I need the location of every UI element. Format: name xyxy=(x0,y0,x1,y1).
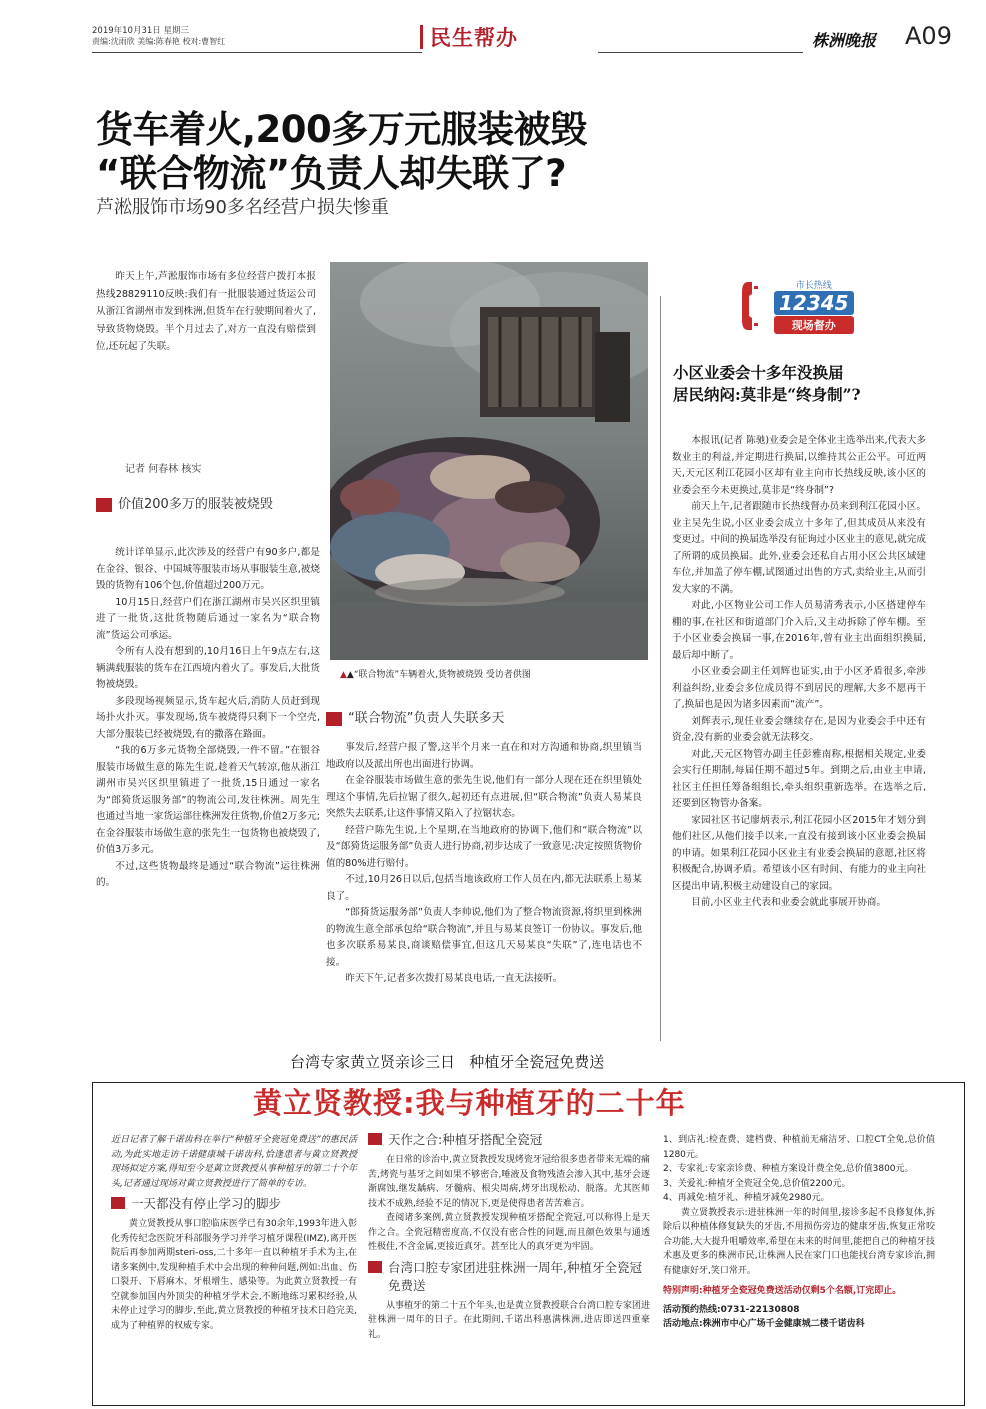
paragraph: 令所有人没有想到的,10月16日上午9点左右,这辆满载服装的货车在江西境内着火了。事发后,大批货物被烧毁。 xyxy=(96,646,320,690)
paragraph: 目前,小区业主代表和业委会就此事展开协商。 xyxy=(691,897,887,908)
ad-sec1-text: 黄立贤教授从事口腔临床医学已有30余年,1993年进入彰化秀传纪念医院牙科部服务学习并学习植牙课程(IMZ),离开医院后再参加两期steri-oss,二十多年一直以种植牙手术为主,在诸多案例中,发现种植手术中会出现的种种问题,例如:出血、伤口裂开、下唇麻木、牙根增生、感染等。为此黄立贤教授一有空就参加国内外顶尖的种植牙学术会,不断地练习累积经验,从未停止过学习的脚步,至此,黄立贤教授的种植牙技术日趋完美,成为了种植界的权威专家。 xyxy=(111,1219,357,1331)
paragraph: 不过,这些货物最终是通过“联合物流”运往株洲的。 xyxy=(96,860,320,888)
ad-intro: 近日记者了解千诺齿科在举行“种植牙全瓷冠免费送”的惠民活动,为此实地走访千诺健康城千诺齿科,恰逢患者与黄立贤教授现场拟定方案,得知至今是黄立贤教授从事种植牙的第二十个年头,记者通过现场对黄立贤教授进行了简单的专访。 xyxy=(111,1135,357,1189)
page-number: A09 xyxy=(905,22,952,50)
paragraph: 家园社区书记廖炳表示,利江花园小区2015年才划分到他们社区,从他们接手以来,一直没有接到该小区业委会换届的申请。如果利江花园小区业主有业委会换届的意愿,社区将积极配合,协调矛盾。希望该小区有时间、有能力的业主向社区提出申请,积极主动建设自己的家园。 xyxy=(672,814,926,892)
ad-sec1-heading: 一天都没有停止学习的脚步 xyxy=(111,1195,357,1213)
ad-sec3-text: 从事植牙的第二十五个年头,也是黄立贤教授联合台湾口腔专家团进驻株洲一周年的日子。在此期间,千诺出科惠满株洲,进店即送四重豪礼。 xyxy=(368,1300,650,1340)
hotline-number: 12345 xyxy=(774,291,854,315)
newspaper-logo: 株洲晚报 xyxy=(812,31,877,50)
gift-item: 3、关爱礼:种植牙全瓷冠全免,总价值2200元。 xyxy=(663,1178,851,1189)
paragraph: 刘辉表示,现任业委会继续存在,是因为业委会手中还有资金,没有新的业委会就无法移交。 xyxy=(672,715,926,743)
column-divider xyxy=(660,296,661,1041)
ad-sec3-heading: 台湾口腔专家团进驻株洲一周年,种植牙全瓷冠免费送 xyxy=(368,1259,650,1295)
paragraph: 统计详单显示,此次涉及的经营户有90多户,都是在金谷、银谷、中国城等服装市场从事服装生意,被烧毁的货物有106个包,价值超过200万元。 xyxy=(96,547,320,591)
paragraph: 经营户陈先生说,上个星期,在当地政府的协调下,他们和“联合物流”以及“郎猗货运服务部”负责人进行协商,初步达成了一致意见:决定按照货物价值的80%进行赔付。 xyxy=(326,824,642,869)
paragraph: 昨天下午,记者多次拨打易某良电话,一直无法接听。 xyxy=(345,973,563,984)
paragraph: 对此,天元区物管办副主任彭雅南称,根据相关规定,业委会实行任期制,每届任期不超过5年。到期之后,由业主申请,社区主任担任筹备组组长,牵头组织重新选举。在选举之后,还要到区物管办备案。 xyxy=(672,748,926,809)
red-square-marker xyxy=(326,712,342,726)
section1-heading: 价值200多万的服装被烧毁 xyxy=(96,496,321,514)
phone-icon xyxy=(740,278,770,334)
ad-column-1 xyxy=(111,1133,357,1333)
ad-kicker: 台湾专家黄立贤亲诊三日 种植牙全瓷冠免费送 xyxy=(290,1053,605,1071)
side-story-title: 小区业委会十多年没换届 居民纳闷:莫非是“终身制”? xyxy=(673,363,861,404)
paragraph: 对此,小区物业公司工作人员易清秀表示,小区搭建停车棚的事,在社区和街道部门介入后,又主动拆除了停车棚。至于小区业委会换届一事,在2016年,曾有业主出面组织换届,最后却中断了。 xyxy=(672,600,926,661)
ad-column-2 xyxy=(368,1131,650,1342)
headline-line1: 货车着火,200多万元服装被毁 xyxy=(96,108,587,151)
byline: 记者 何春林 核实 xyxy=(125,464,202,475)
ad-column-3 xyxy=(663,1133,935,1332)
paragraph: 不过,10月26日以后,包括当地该政府工作人员在内,都无法联系上易某良了。 xyxy=(326,874,642,902)
paragraph: 10月15日,经营户们在浙江湖州市吴兴区织里镇进了一批货,这批货物随后通过一家名为“联合物流”货运公司承运。 xyxy=(96,596,320,641)
ad-address: 活动地点:株洲市中心广场千金健康城二楼千诺齿科 xyxy=(663,1319,865,1329)
hotline-12345-logo xyxy=(740,278,854,334)
headline-line2: “联合物流”负责人却失联了? xyxy=(96,152,567,195)
ad-sec2-heading: 天作之合:种植牙搭配全瓷冠 xyxy=(368,1131,650,1149)
hotline-top-text: 市长热线 xyxy=(795,281,832,291)
paragraph: 多段现场视频显示,货车起火后,消防人员赶到现场扑火扑灭。事发现场,货车被烧得只剩下一个空壳,大部分服装已经被烧毁,有的撒落在路面。 xyxy=(96,695,320,740)
section1-body xyxy=(96,545,320,892)
news-photo xyxy=(330,262,648,660)
paragraph: 前天上午,记者跟随市长热线督办员来到利江花园小区。业主吴先生说,小区业委会成立十多年了,但其成员从来没有变更过。中间的换届选举没有征询过小区业主的意见,就完成了所谓的成员换届。此外,业委会还私自占用小区公共区域建车位,并加盖了停车棚,试图通过出售的方式,卖给业主,从而引发大家的不满。 xyxy=(672,501,926,595)
ad-hotline: 活动预约热线:0731-22130808 xyxy=(663,1304,800,1315)
section-tag: 民生帮办 xyxy=(430,22,518,52)
lead-paragraph: 昨天上午,芦淞服饰市场有多位经营户拨打本报热线28829110反映:我们有一批服装通过货运公司从浙江省湖州市发到株洲,但货车在行驶期间着火了,导致货物烧毁。半个月过去了,对方一直没有赔偿到位,还玩起了失联。 xyxy=(96,271,316,352)
paragraph: 小区业委会副主任刘辉也证实,由于小区矛盾很多,牵涉利益纠纷,业委会多位成员得不到居民的理解,大多不愿再干了,换届也是因为诸多因素而“流产”。 xyxy=(672,666,926,710)
section2-body xyxy=(326,740,642,988)
section2-heading: “联合物流”负责人失联多天 xyxy=(326,710,646,728)
side-story-body xyxy=(672,433,926,912)
paragraph: “郎猗货运服务部”负责人李帅说,他们为了整合物流资源,将织里到株洲的物流生意全部承包给“联合物流”,并且与易某良签订一份协议。事发后,他也多次联系易某良,商谈赔偿事宜,但这几天易某良“失联”了,连电话也不接。 xyxy=(326,907,642,968)
gift-item: 2、专家礼:专家亲诊费、种植方案设计费全免,总价值3800元。 xyxy=(663,1164,914,1174)
ad-sec2-text2: 查阅诸多案例,黄立贤教授发现种植牙搭配全瓷冠,可以称得上是天作之合。全瓷冠精密度高,不仅没有密合性的问题,而且颜色效果与通透性极佳,不含金属,更接近真牙。甚至比人的真牙更为牢固。 xyxy=(368,1213,650,1252)
burned-truck-photo xyxy=(330,262,648,660)
headline-subtitle: 芦淞服饰市场90多名经营户损失惨重 xyxy=(96,197,389,218)
paragraph: “我的6万多元货物全部烧毁,一件不留。”在银谷服装市场做生意的陈先生说,趁着天气转凉,他从浙江湖州市吴兴区织里镇进了一批货,15日通过一家名为“郎猗货运服务部”的物流公司,发往株洲。周先生也通过当地一家货运部往株洲发往货物,价值2万多元;在金谷服装市场做生意的张先生一包货物也被烧毁了,价值3万多元。 xyxy=(96,745,320,855)
ad-title: 黄立贤教授:我与种植牙的二十年 xyxy=(253,1086,686,1120)
photo-caption: ▲▲“联合物流”车辆着火,货物被烧毁 受访者供图 xyxy=(340,670,531,680)
advertisement-box xyxy=(92,1082,965,1406)
ad-notice: 特别声明:种植牙全瓷冠免费送活动仅剩5个名额,订完即止。 xyxy=(663,1286,902,1296)
paragraph: 本报讯(记者 陈驰)业委会是全体业主选举出来,代表大多数业主的利益,并定期进行换届,以维持其公正公平。可近两天,天元区利江花园小区却有业主向市长热线反映,该小区的业委会至今未更换过,莫非是“终身制”? xyxy=(672,435,926,496)
hotline-bottom-text: 现场督办 xyxy=(774,316,854,334)
red-square-marker xyxy=(96,498,112,512)
date-line: 2019年10月31日 星期三 xyxy=(92,26,189,36)
ad-closing: 黄立贤教授表示:进驻株洲一年的时间里,接诊多起不良修复体,拆除后以种植体修复缺失的牙齿,不用损伤旁边的健康牙齿,恢复正常咬合功能,大大提升咀嚼效率,希望在未来的时间里,能把自己的种植牙技术惠及更多的株洲市民,让株洲人民在家门口也能找台湾专家诊治,拥有健康好牙,笑口常开。 xyxy=(663,1207,935,1276)
ad-sec2-text1: 在日常的诊治中,黄立贤教授发现烤瓷牙冠给很多患者带来无端的痛苦,烤瓷与基牙之间如果不够密合,唾液及食物残渣会渗入其中,基牙会逐渐腐蚀,继发龋病、牙髓病、根尖周病,烤牙出现松动、脱落。尤其医师技术不成熟,经验不足的情况下,更是使得患者苦苦难言。 xyxy=(368,1155,650,1209)
editor-line: 责编:沈雨欣 美编:陈春艳 校对:曹智红 xyxy=(92,37,226,46)
gift-item: 4、再减免:植牙礼、种植牙减免2980元。 xyxy=(663,1193,830,1203)
gift-item: 1、到店礼:检查费、建档费、种植前无痛洁牙、口腔CT全免,总价值1280元。 xyxy=(663,1135,935,1160)
paragraph: 在金谷服装市场做生意的张先生说,他们有一部分人现在还在织里镇处理这个事情,先后拉锯了很久,起初还有点进展,但“联合物流”负责人易某良突然失去联系,让这件事情又陷入了拉锯状态。 xyxy=(326,775,642,819)
paragraph: 事发后,经营户报了警,这半个月来一直在和对方沟通和协商,织里镇当地政府以及派出所也出面进行协调。 xyxy=(326,742,642,770)
